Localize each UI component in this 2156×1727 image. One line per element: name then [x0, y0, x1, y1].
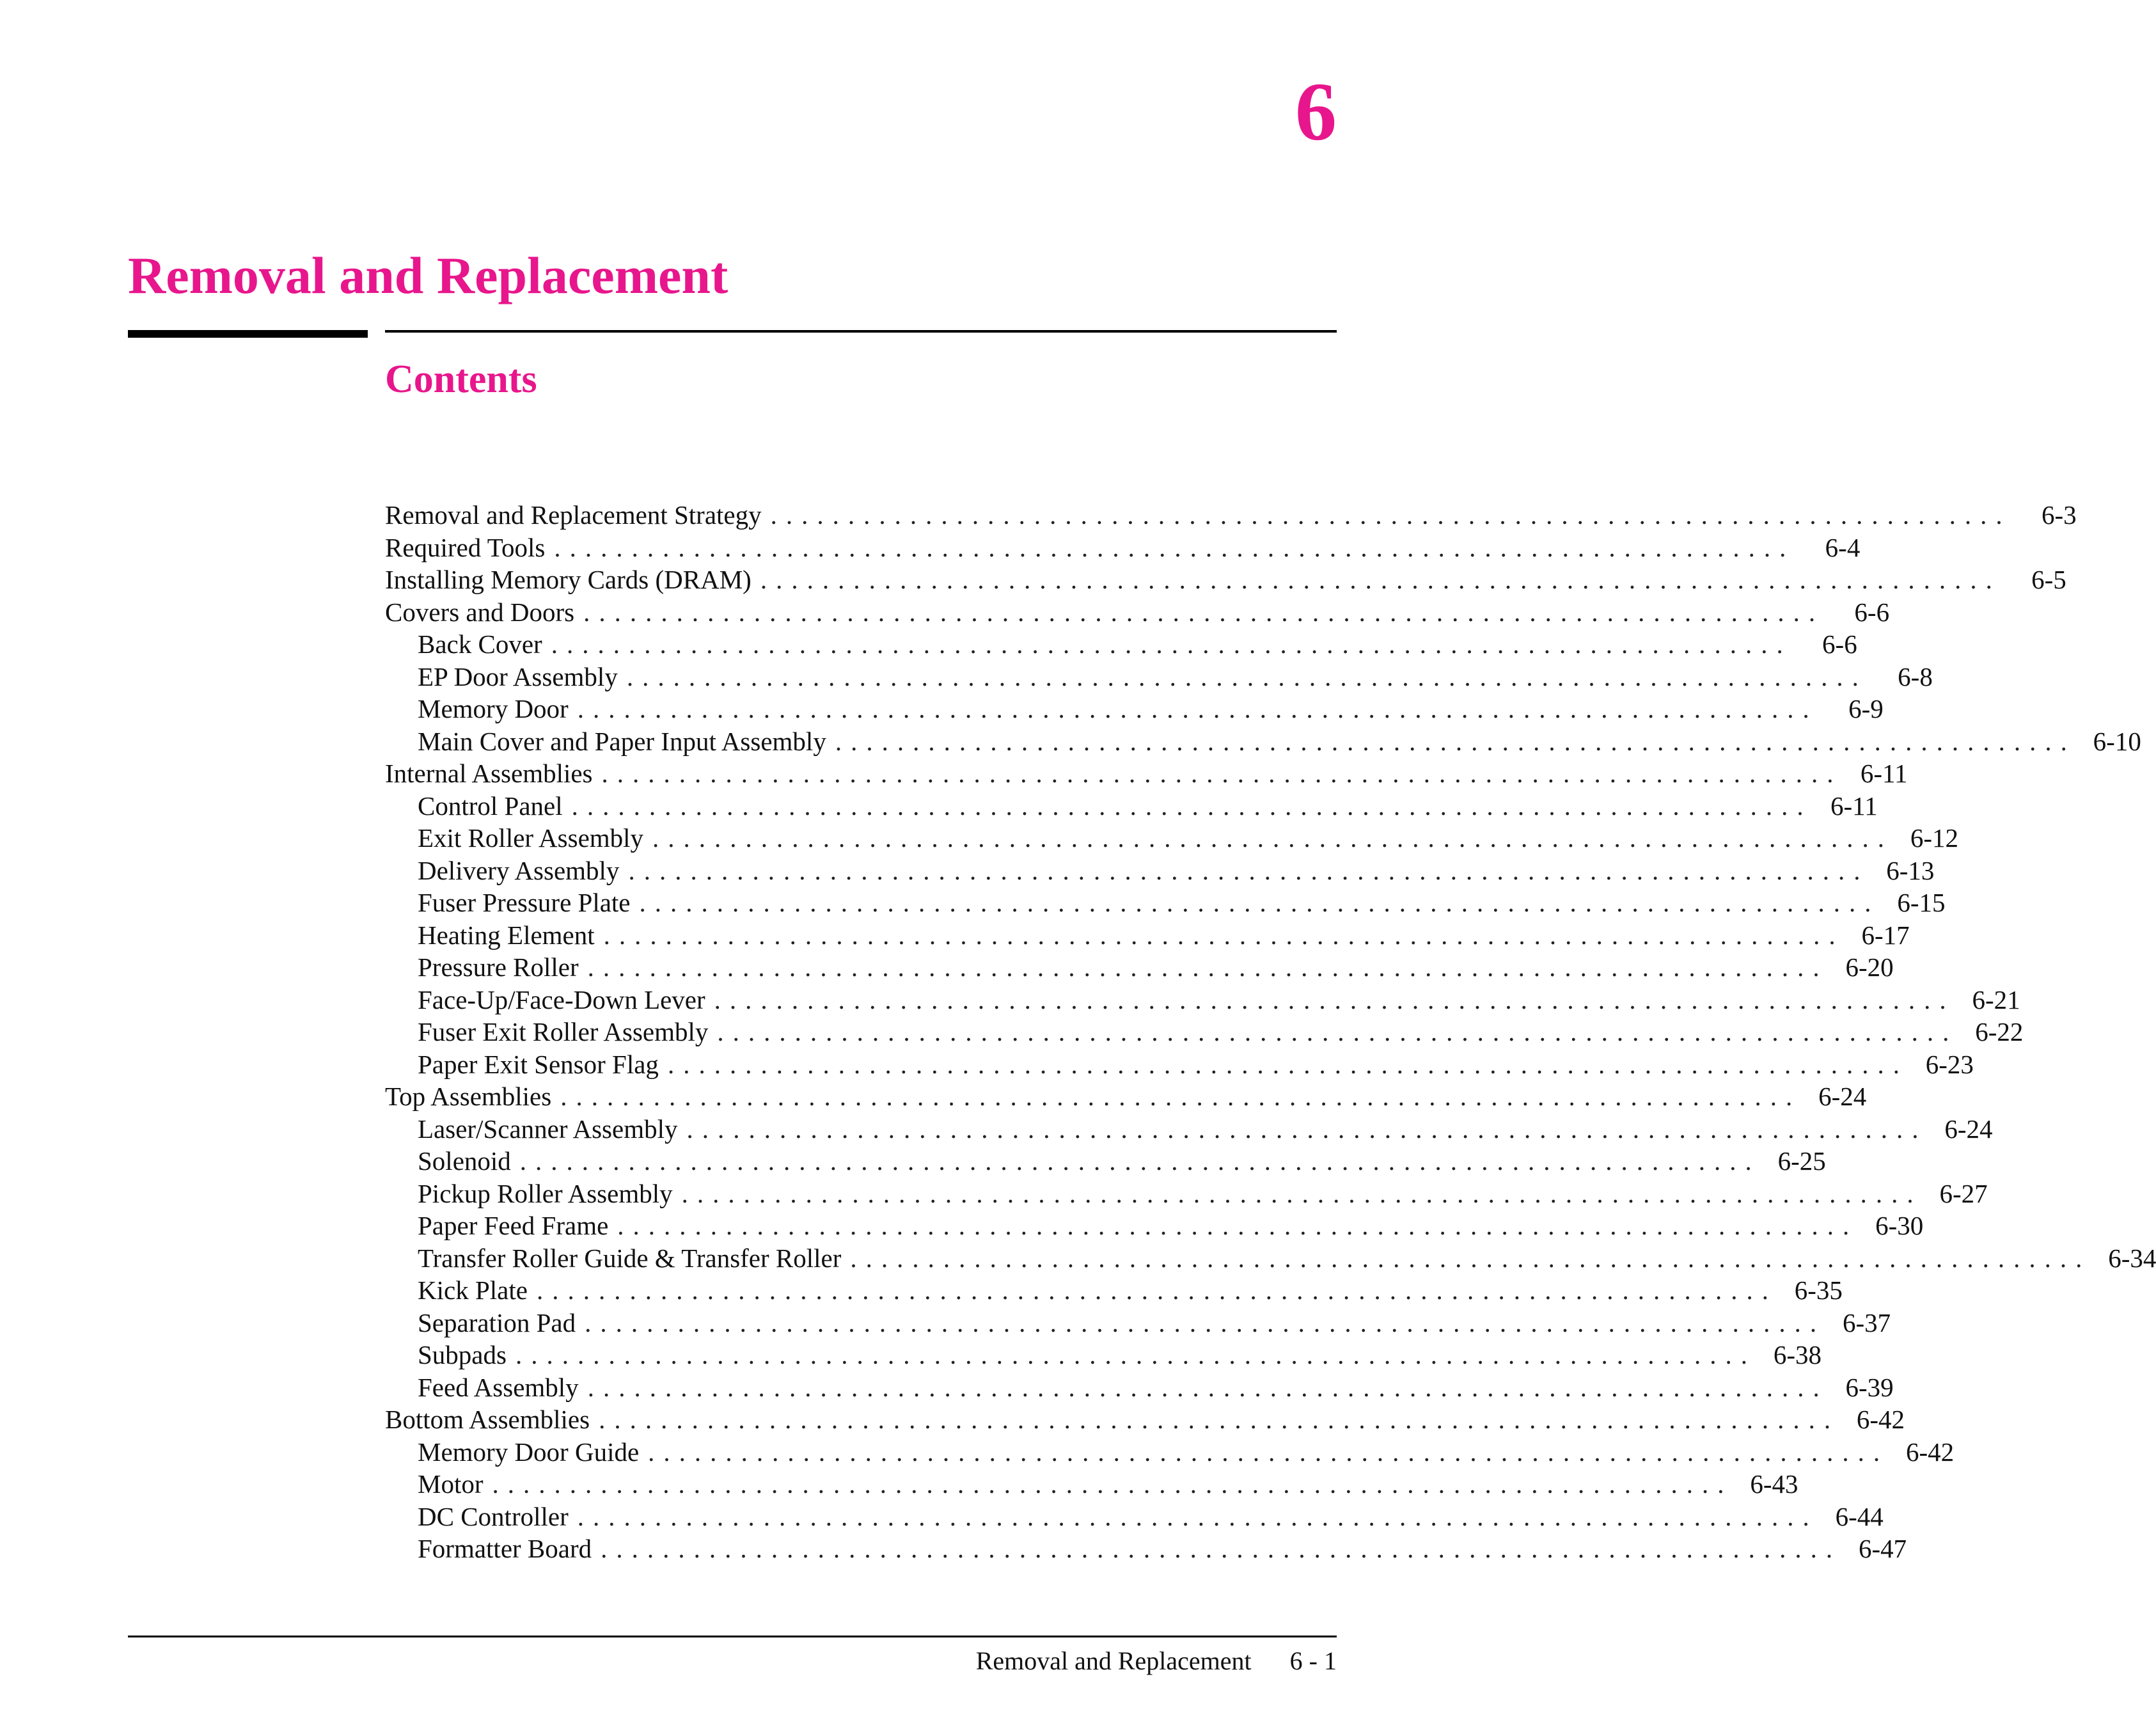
toc-entry-label: Laser/Scanner Assembly	[418, 1114, 678, 1144]
table-of-contents	[385, 499, 2156, 1565]
toc-entry-label: Main Cover and Paper Input Assembly	[418, 726, 826, 756]
toc-entry[interactable]	[385, 1048, 1974, 1081]
toc-entry-page: 6-43	[1750, 1469, 1798, 1499]
chapter-number: 6	[1295, 66, 1337, 158]
toc-entry[interactable]	[385, 596, 1890, 629]
toc-entry-page: 6-22	[1975, 1017, 2024, 1046]
toc-entry-page: 6-30	[1875, 1211, 1924, 1240]
toc-dot-leader: ................................................................................	[835, 726, 2076, 756]
toc-dot-leader: ................................................................................	[770, 500, 2011, 530]
toc-entry[interactable]	[385, 1436, 1955, 1469]
toc-entry-page: 6-15	[1897, 888, 1946, 917]
toc-dot-leader: ................................................................................	[714, 984, 1955, 1014]
toc-entry[interactable]	[385, 1501, 1884, 1533]
toc-dot-leader: ................................................................................	[850, 1243, 2091, 1273]
toc-entry-page: 6-6	[1854, 597, 1890, 627]
toc-entry-page: 6-34	[2108, 1243, 2156, 1273]
toc-entry-label: Subpads	[418, 1340, 507, 1369]
toc-entry[interactable]	[385, 1339, 1822, 1371]
toc-dot-leader: ................................................................................	[583, 597, 1825, 627]
toc-entry[interactable]	[385, 757, 1908, 790]
toc-entry-label: Installing Memory Cards (DRAM)	[385, 565, 751, 594]
toc-entry-label: Required Tools	[385, 532, 546, 562]
toc-entry-page: 6-10	[2093, 726, 2141, 756]
toc-dot-leader: ................................................................................	[519, 1146, 1761, 1176]
toc-entry-label: Control Panel	[418, 791, 563, 821]
toc-dot-leader: ................................................................................	[639, 888, 1880, 917]
toc-entry[interactable]	[385, 1468, 1798, 1501]
toc-entry-page: 6-47	[1858, 1534, 1907, 1563]
toc-entry-label: Fuser Exit Roller Assembly	[418, 1017, 709, 1046]
toc-dot-leader: ................................................................................	[760, 565, 2001, 594]
toc-dot-leader: ................................................................................	[681, 1178, 1923, 1208]
toc-dot-leader: ................................................................................	[601, 759, 1843, 788]
toc-entry-label: Internal Assemblies	[385, 759, 593, 788]
toc-entry[interactable]	[385, 1307, 1891, 1339]
toc-entry[interactable]	[385, 693, 1884, 725]
toc-entry-page: 6-38	[1773, 1340, 1822, 1369]
toc-dot-leader: ................................................................................	[492, 1469, 1733, 1499]
contents-heading: Contents	[385, 358, 537, 401]
toc-entry-label: Bottom Assemblies	[385, 1405, 590, 1434]
toc-entry-page: 6-5	[2031, 565, 2066, 594]
toc-dot-leader: ................................................................................	[686, 1114, 1928, 1144]
title-rule-thin	[385, 330, 1337, 333]
footer-section: Removal and Replacement	[975, 1646, 1252, 1675]
toc-dot-leader: ................................................................................	[560, 1082, 1802, 1111]
footer-page-number: 6 - 1	[1289, 1646, 1337, 1675]
toc-entry[interactable]	[385, 1533, 1907, 1565]
toc-entry-page: 6-20	[1845, 952, 1894, 982]
toc-entry-page: 6-12	[1910, 823, 1959, 853]
toc-entry[interactable]	[385, 1145, 1826, 1178]
toc-entry-label: Paper Feed Frame	[418, 1211, 609, 1240]
toc-entry-page: 6-3	[2041, 500, 2077, 530]
toc-dot-leader: ................................................................................	[585, 1307, 1826, 1337]
toc-entry-label: Removal and Replacement Strategy	[385, 500, 762, 530]
title-rule-thick	[128, 330, 368, 338]
toc-entry-page: 6-25	[1777, 1146, 1826, 1176]
toc-entry-page: 6-44	[1835, 1501, 1884, 1531]
toc-entry[interactable]	[385, 499, 2077, 532]
toc-entry-page: 6-27	[1939, 1178, 1988, 1208]
toc-dot-leader: ................................................................................	[603, 920, 1845, 950]
toc-entry[interactable]	[385, 1274, 1843, 1307]
toc-entry[interactable]	[385, 1080, 1867, 1113]
toc-entry-page: 6-8	[1898, 661, 1933, 691]
toc-entry[interactable]	[385, 1210, 1924, 1242]
toc-dot-leader: ................................................................................	[628, 855, 1869, 885]
toc-dot-leader: ................................................................................	[617, 1211, 1859, 1240]
toc-entry[interactable]	[385, 822, 1959, 855]
toc-entry-label: Pressure Roller	[418, 952, 579, 982]
toc-entry[interactable]	[385, 984, 2020, 1016]
toc-entry-page: 6-42	[1906, 1437, 1955, 1467]
toc-entry[interactable]	[385, 532, 1861, 564]
toc-entry-label: EP Door Assembly	[418, 661, 618, 691]
toc-dot-leader: ................................................................................	[551, 629, 1792, 659]
toc-dot-leader: ................................................................................	[515, 1340, 1756, 1369]
toc-entry-label: Pickup Roller Assembly	[418, 1178, 673, 1208]
toc-entry-label: Paper Exit Sensor Flag	[418, 1049, 659, 1079]
toc-dot-leader: ................................................................................	[717, 1017, 1958, 1046]
toc-entry-label: Kick Plate	[418, 1275, 528, 1305]
toc-entry[interactable]	[385, 1371, 1894, 1404]
toc-dot-leader: ................................................................................	[626, 661, 1868, 691]
toc-entry-label: Covers and Doors	[385, 597, 575, 627]
toc-entry-label: Top Assemblies	[385, 1082, 552, 1111]
toc-dot-leader: ................................................................................	[601, 1534, 1842, 1563]
toc-entry-page: 6-23	[1925, 1049, 1974, 1079]
toc-dot-leader: ................................................................................	[587, 1372, 1829, 1402]
toc-entry-label: Formatter Board	[418, 1534, 592, 1563]
toc-entry-label: Motor	[418, 1469, 484, 1499]
toc-dot-leader: ................................................................................	[571, 791, 1813, 821]
toc-entry-label: Back Cover	[418, 629, 542, 659]
toc-entry-label: Heating Element	[418, 920, 595, 950]
chapter-title: Removal and Replacement	[128, 246, 728, 304]
footer-rule	[128, 1636, 1337, 1637]
toc-entry-page: 6-24	[1944, 1114, 1993, 1144]
toc-entry-page: 6-4	[1825, 532, 1861, 562]
toc-entry-label: Memory Door	[418, 694, 569, 723]
toc-dot-leader: ................................................................................	[667, 1049, 1908, 1079]
toc-entry-label: Memory Door Guide	[418, 1437, 640, 1467]
toc-entry[interactable]	[385, 725, 2141, 758]
toc-entry-page: 6-42	[1856, 1405, 1905, 1434]
toc-entry-page: 6-21	[1972, 984, 2020, 1014]
toc-dot-leader: ................................................................................	[536, 1275, 1777, 1305]
toc-entry[interactable]	[385, 855, 1935, 887]
toc-entry[interactable]	[385, 887, 1946, 919]
toc-entry[interactable]	[385, 951, 1894, 984]
toc-entry-page: 6-37	[1842, 1307, 1891, 1337]
toc-entry-label: Face-Up/Face-Down Lever	[418, 984, 705, 1014]
toc-dot-leader: ................................................................................	[648, 1437, 1889, 1467]
toc-dot-leader: ................................................................................	[554, 532, 1795, 562]
toc-entry-label: Exit Roller Assembly	[418, 823, 644, 853]
page-footer	[976, 1645, 1337, 1677]
toc-entry[interactable]	[385, 790, 1878, 823]
toc-dot-leader: ................................................................................	[652, 823, 1894, 853]
toc-dot-leader: ................................................................................	[577, 1501, 1818, 1531]
toc-entry-page: 6-6	[1822, 629, 1857, 659]
toc-entry[interactable]	[385, 1113, 1993, 1146]
toc-entry-page: 6-24	[1818, 1082, 1867, 1111]
toc-entry[interactable]	[385, 628, 1857, 661]
toc-entry-page: 6-39	[1845, 1372, 1894, 1402]
toc-entry-page: 6-35	[1794, 1275, 1843, 1305]
toc-entry-page: 6-17	[1861, 920, 1910, 950]
toc-entry-page: 6-13	[1886, 855, 1935, 885]
toc-dot-leader: ................................................................................	[577, 694, 1818, 723]
toc-entry[interactable]	[385, 661, 1933, 693]
toc-entry-label: Delivery Assembly	[418, 855, 620, 885]
toc-entry-label: Feed Assembly	[418, 1372, 579, 1402]
toc-entry-page: 6-9	[1848, 694, 1884, 723]
toc-dot-leader: ................................................................................	[587, 952, 1829, 982]
toc-entry-label: Separation Pad	[418, 1307, 576, 1337]
toc-entry[interactable]	[385, 919, 1910, 952]
toc-entry-label: Transfer Roller Guide & Transfer Roller	[418, 1243, 842, 1273]
toc-entry-label: Fuser Pressure Plate	[418, 888, 631, 917]
toc-entry[interactable]	[385, 1403, 1905, 1436]
toc-entry[interactable]	[385, 564, 2066, 596]
toc-entry[interactable]	[385, 1242, 2156, 1275]
toc-entry-page: 6-11	[1830, 791, 1878, 821]
toc-entry-label: Solenoid	[418, 1146, 511, 1176]
toc-entry[interactable]	[385, 1178, 1988, 1210]
toc-entry-label: DC Controller	[418, 1501, 569, 1531]
toc-entry-page: 6-11	[1860, 759, 1908, 788]
toc-entry[interactable]	[385, 1016, 2024, 1048]
toc-dot-leader: ................................................................................	[599, 1405, 1840, 1434]
